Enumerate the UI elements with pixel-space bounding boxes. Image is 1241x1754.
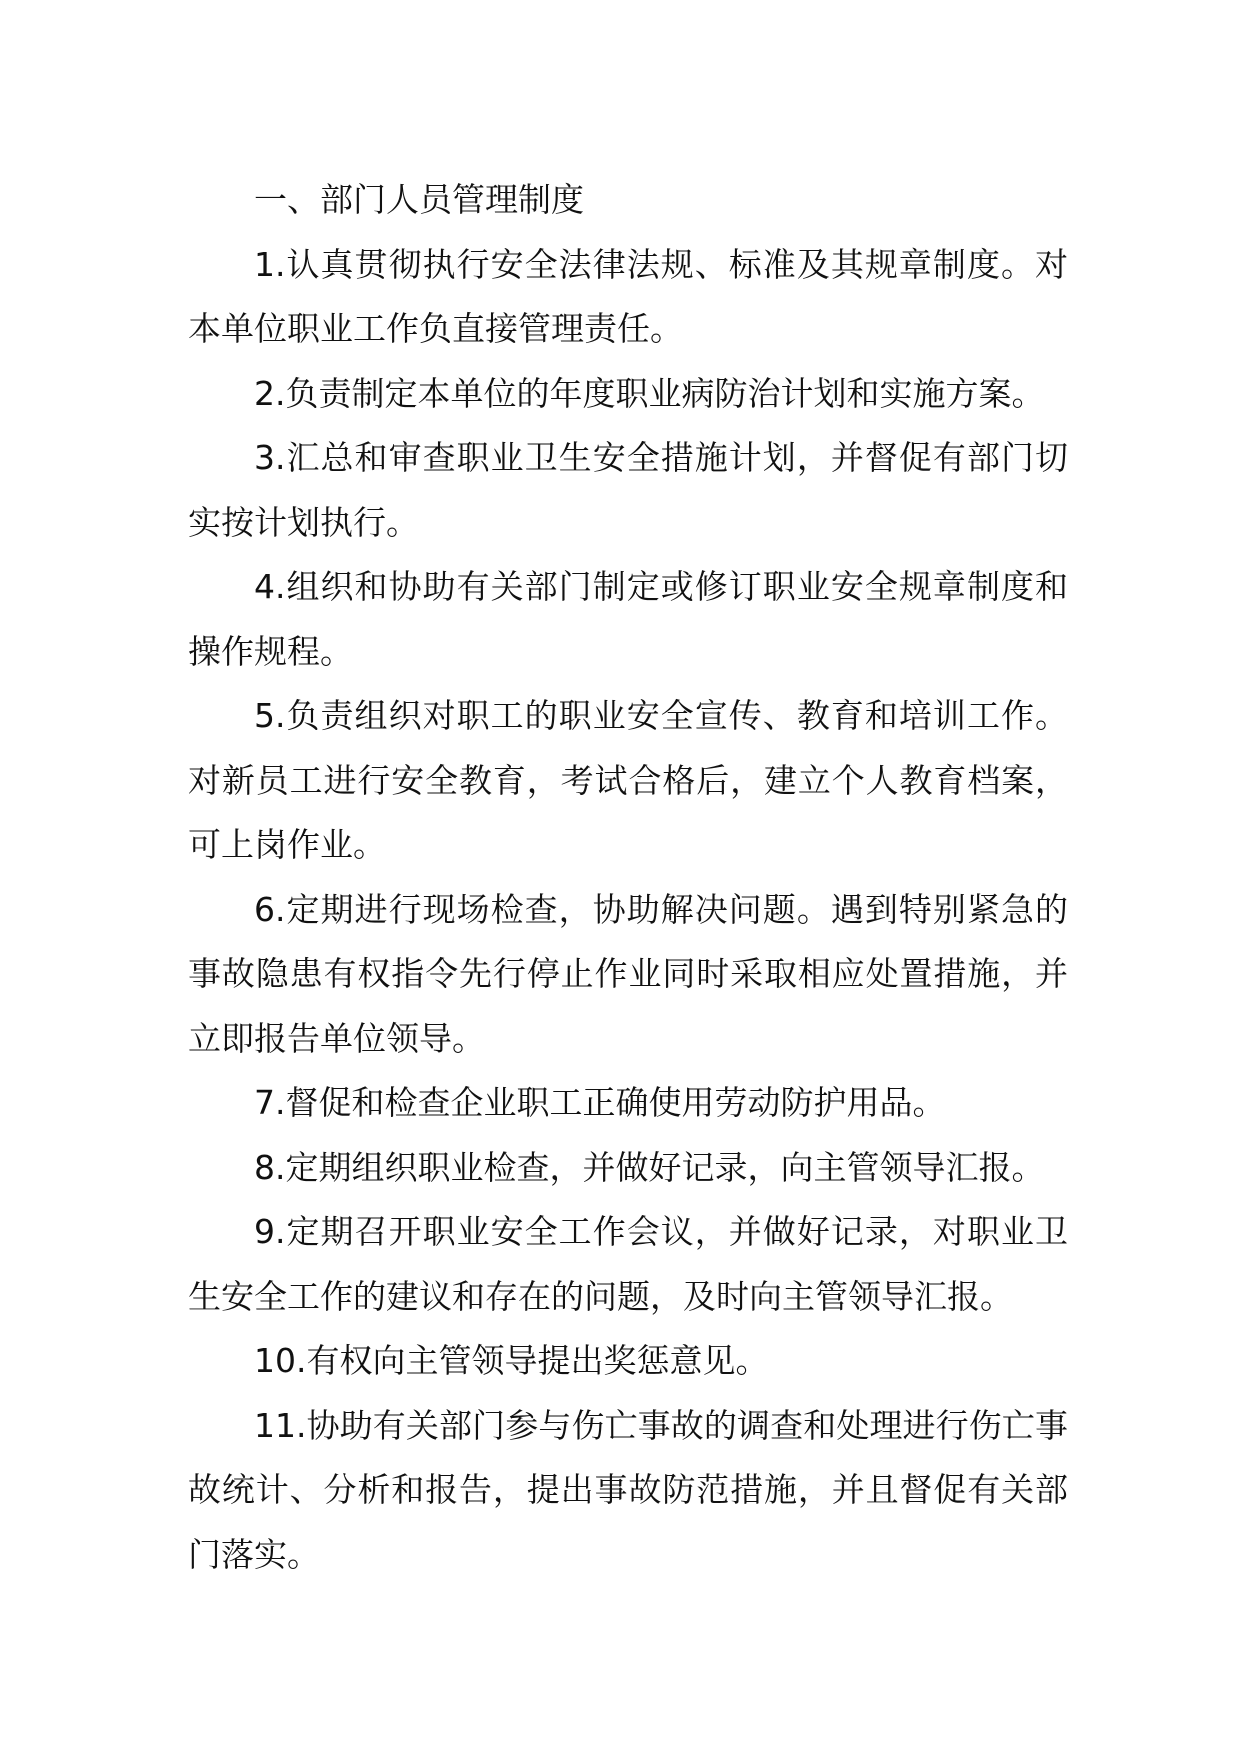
list-item-5: 5.负责组织对职工的职业安全宣传、教育和培训工作。对新员工进行安全教育，考试合格后，建立个人教育档案，可上岗作业。 xyxy=(188,696,1068,864)
list-item-1: 1.认真贯彻执行安全法律法规、标准及其规章制度。对本单位职业工作负直接管理责任。 xyxy=(188,244,1068,348)
list-item-11: 11.协助有关部门参与伤亡事故的调查和处理进行伤亡事故统计、分析和报告，提出事故防范措施，并且督促有关部门落实。 xyxy=(188,1405,1068,1574)
list-item-10: 10.有权向主管领导提出奖惩意见。 xyxy=(254,1341,769,1380)
list-item-7: 7.督促和检查企业职工正确使用劳动防护用品。 xyxy=(254,1083,946,1122)
list-item-6: 6.定期进行现场检查，协助解决问题。遇到特别紧急的事故隐患有权指令先行停止作业同时采取相应处置措施，并立即报告单位领导。 xyxy=(188,889,1068,1058)
list-item-3: 3.汇总和审查职业卫生安全措施计划，并督促有部门切实按计划执行。 xyxy=(188,438,1068,542)
document-body xyxy=(188,168,1068,1587)
list-item-2: 2.负责制定本单位的年度职业病防治计划和实施方案。 xyxy=(254,373,1045,413)
section-heading: 一、部门人员管理制度 xyxy=(254,180,584,219)
list-item-9: 9.定期召开职业安全工作会议，并做好记录，对职业卫生安全工作的建议和存在的问题，及时向主管领导汇报。 xyxy=(188,1212,1068,1316)
list-item-8: 8.定期组织职业检查，并做好记录，向主管领导汇报。 xyxy=(254,1147,1045,1187)
list-item-4: 4.组织和协助有关部门制定或修订职业安全规章制度和操作规程。 xyxy=(188,567,1068,671)
